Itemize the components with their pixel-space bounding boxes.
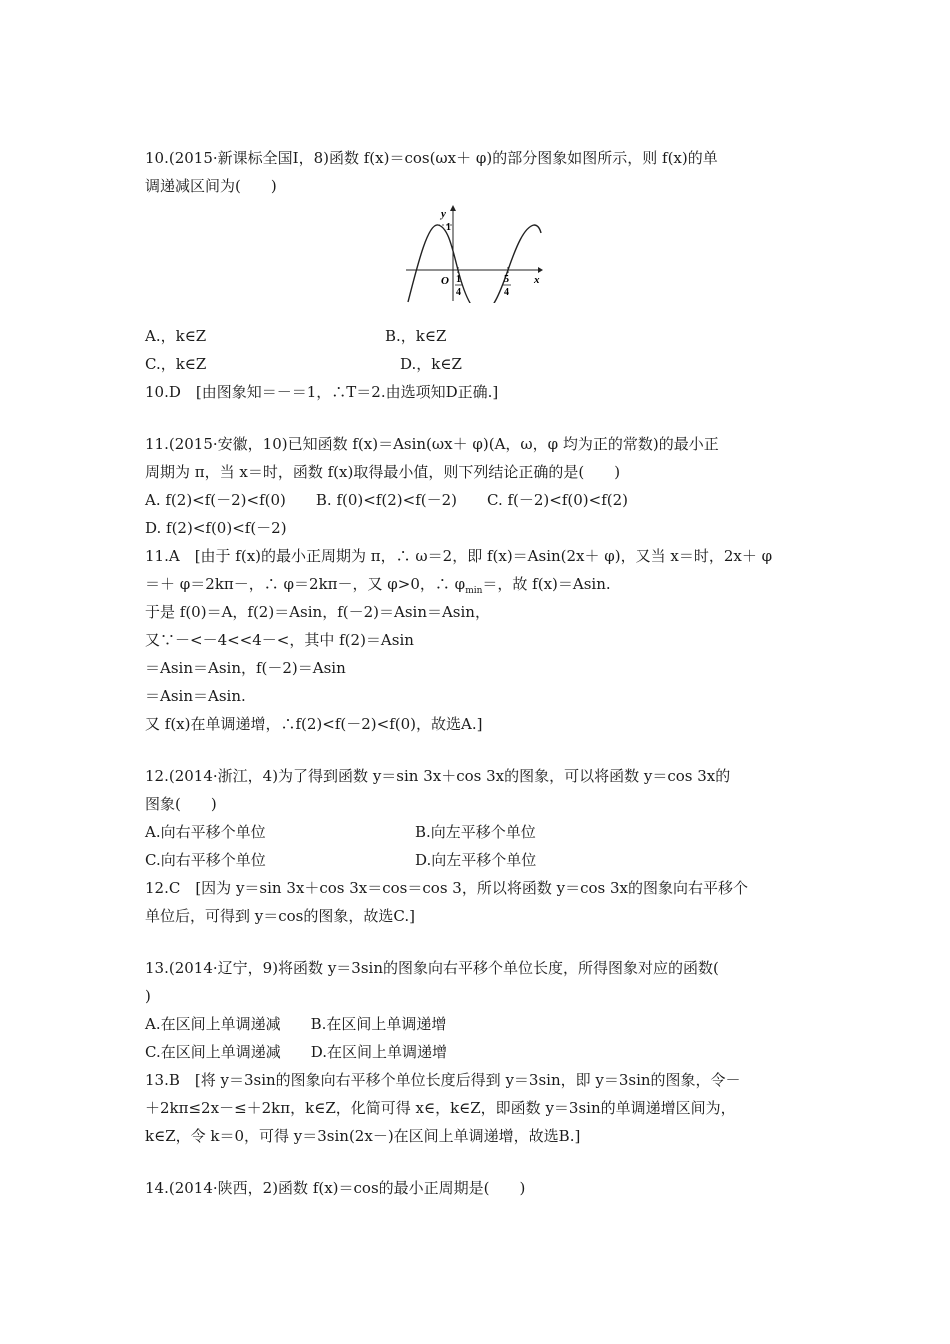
q11-answer-line6: ＝Asin＝Asin.	[145, 687, 246, 705]
q12-stem-line2: 图象( )	[145, 795, 217, 813]
q14-stem-line1: 14.(2014·陕西，2)函数 f(x)＝cos的最小正周期是( )	[145, 1179, 526, 1197]
q10-option-a: A.，k∈Z	[145, 327, 207, 345]
q11-option-d: D. f(2)<f(0)<f(－2)	[145, 519, 287, 537]
q10-option-b: B.，k∈Z	[385, 327, 447, 345]
q11-answer-line4: 又∵－<－4<<4－<，其中 f(2)＝Asin	[145, 631, 414, 649]
q11-options-abc: A. f(2)<f(－2)<f(0) B. f(0)<f(2)<f(－2) C. f(－2)<f(0)<f(2)	[145, 491, 629, 509]
q11-answer-line7: 又 f(x)在单调递增，∴f(2)<f(－2)<f(0)，故选A.]	[145, 715, 483, 733]
q11-answer-line3: 于是 f(0)＝A，f(2)＝Asin，f(－2)＝Asin＝Asin，	[145, 603, 490, 621]
y-axis-label: y	[441, 208, 446, 220]
q13-options-cd: C.在区间上单调递减 D.在区间上单调递增	[145, 1043, 447, 1061]
q13-answer-line2: ＋2kπ≤2x－≤＋2kπ，k∈Z，化简可得 x∈，k∈Z，即函数 y＝3sin的单调递增区间为，	[145, 1099, 736, 1117]
q10-option-d: D.，k∈Z	[400, 355, 462, 373]
q12-option-d: D.向左平移个单位	[415, 851, 537, 869]
q13-answer-line1: 13.B [将 y＝3sin的图象向右平移个单位长度后得到 y＝3sin，即 y＝3sin的图象，令－	[145, 1071, 741, 1089]
q10-stem-line2: 调递减区间为( )	[145, 177, 277, 195]
q13-options-ab: A.在区间上单调递减 B.在区间上单调递增	[145, 1015, 447, 1033]
q12-option-a: A.向右平移个单位	[145, 823, 266, 841]
tick-a-numerator: 1	[456, 274, 461, 285]
q12-stem-line1: 12.(2014·浙江，4)为了得到函数 y＝sin 3x＋cos 3x的图象，可以将函数 y＝cos 3x的	[145, 767, 731, 785]
q12-option-c: C.向右平移个单位	[145, 851, 266, 869]
origin-label: O	[441, 275, 449, 287]
tick-b-denominator: 4	[504, 287, 509, 298]
q10-option-c: C.，k∈Z	[145, 355, 207, 373]
q11-answer-line1: 11.A [由于 f(x)的最小正周期为 π，∴ ω＝2，即 f(x)＝Asin(2x＋ φ)，又当 x＝时，2x＋ φ	[145, 547, 773, 565]
q12-answer-line2: 单位后，可得到 y＝cos的图象，故选C.]	[145, 907, 415, 925]
cosine-curve	[408, 225, 541, 303]
tick-a-denominator: 4	[456, 287, 461, 298]
q13-answer-line3: k∈Z，令 k＝0，可得 y＝3sin(2x－)在区间上单调递增，故选B.]	[145, 1127, 581, 1145]
q13-stem-line1: 13.(2014·辽宁，9)将函数 y＝3sin的图象向右平移个单位长度，所得图象对应的函数(	[145, 959, 719, 977]
q10-answer: 10.D [由图象知＝－＝1，∴T＝2.由选项知D正确.]	[145, 383, 499, 401]
tick-b-numerator: 5	[504, 274, 509, 285]
q13-stem-line2: )	[145, 987, 151, 1005]
y-one-label: 1	[446, 222, 451, 233]
x-axis-arrow	[538, 267, 543, 273]
cosine-graph	[400, 203, 545, 303]
q12-answer-line1: 12.C [因为 y＝sin 3x＋cos 3x＝cos＝cos 3，所以将函数 y＝cos 3x的图象向右平移个	[145, 879, 748, 897]
q11-answer-line2: ＝＋ φ＝2kπ－，∴ φ＝2kπ－，又 φ>0，∴ $\varphi_{min}=$，故 f(x)＝Asin.	[145, 575, 611, 596]
q10-stem-line1: 10.(2015·新课标全国Ⅰ，8)函数 f(x)＝cos(ωx＋ φ)的部分图象如图所示，则 f(x)的单	[145, 149, 718, 167]
x-axis-label: x	[534, 274, 540, 286]
q11-stem-line2: 周期为 π，当 x＝时，函数 f(x)取得最小值，则下列结论正确的是( )	[145, 463, 621, 481]
q11-stem-line1: 11.(2015·安徽，10)已知函数 f(x)＝Asin(ωx＋ φ)(A，ω，φ 均为正的常数)的最小正	[145, 435, 719, 453]
q12-option-b: B.向左平移个单位	[415, 823, 536, 841]
y-axis-arrow	[450, 205, 456, 211]
q11-answer-line5: ＝Asin＝Asin，f(－2)＝Asin	[145, 659, 346, 677]
